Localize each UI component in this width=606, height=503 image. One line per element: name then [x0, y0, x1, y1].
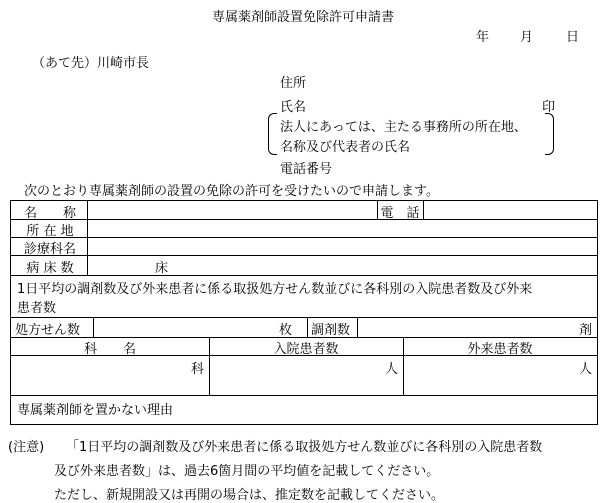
address-label: 住所 [280, 76, 307, 91]
col-line [423, 201, 424, 219]
addressee: （あて先）川崎市長 [32, 56, 150, 71]
phone-number-label: 電話番号 [280, 162, 333, 177]
notes-line3: ただし、新規開設又は再開の場合は、推定数を記載してください。 [54, 488, 445, 503]
row-line [11, 219, 597, 220]
row-line [11, 395, 597, 396]
outpatient-unit: 人 [579, 362, 593, 377]
department-column-header: 科 名 [83, 342, 136, 357]
departments-label: 診療科名 [23, 242, 76, 257]
name-label: 氏名 [280, 100, 307, 115]
application-table [10, 200, 598, 425]
month-label: 月 [520, 30, 534, 45]
col-line [357, 317, 358, 337]
row-line [11, 237, 597, 238]
intro-text: 次のとおり専属薬剤師の設置の免除の許可を受けたいので申請します。 [24, 184, 439, 199]
corp-note-line2: 名称及び代表者の氏名 [280, 140, 411, 155]
daily-average-line2: 患者数 [17, 301, 57, 316]
prescriptions-label: 処方せん数 [15, 323, 81, 338]
prescriptions-unit: 枚 [279, 323, 293, 338]
beds-label: 病 床 数 [26, 261, 74, 276]
col-line [307, 317, 308, 337]
bracket-right [545, 113, 554, 155]
daily-average-line1: 1日平均の調剤数及び外来患者に係る取扱処方せん数並びに各科別の入院患者数及び外来 [17, 282, 533, 297]
dispensing-label: 調剤数 [311, 323, 351, 338]
notes-label: (注意) [8, 440, 45, 455]
facility-phone-label: 電 話 [380, 206, 420, 221]
beds-unit: 床 [155, 261, 169, 276]
notes-line2: 及び外来患者数」は、過去6箇月間の平均値を記載してください。 [54, 464, 440, 479]
inpatient-column-header: 入院患者数 [273, 342, 339, 357]
row-line [11, 255, 597, 256]
col-line [93, 317, 94, 337]
day-label: 日 [566, 30, 580, 45]
corp-note-line1: 法人にあっては、主たる事務所の所在地、 [280, 120, 527, 135]
form-title: 専属薬剤師設置免除許可申請書 [211, 10, 394, 25]
department-unit: 科 [191, 362, 205, 377]
col-line [87, 201, 88, 275]
seal-mark: 印 [542, 100, 556, 115]
year-label: 年 [476, 30, 490, 45]
reason-label: 専属薬剤師を置かない理由 [17, 403, 174, 418]
dispensing-unit: 剤 [579, 323, 593, 338]
location-label: 所 在 地 [26, 224, 74, 239]
bracket-left [268, 113, 277, 155]
row-line [11, 275, 597, 276]
row-line [11, 317, 597, 318]
outpatient-column-header: 外来患者数 [467, 342, 533, 357]
facility-name-label: 名 称 [23, 206, 76, 221]
notes-line1: 「1日平均の調剤数及び外来患者に係る取扱処方せん数並びに各科別の入院患者数 [66, 440, 543, 455]
inpatient-unit: 人 [385, 362, 399, 377]
